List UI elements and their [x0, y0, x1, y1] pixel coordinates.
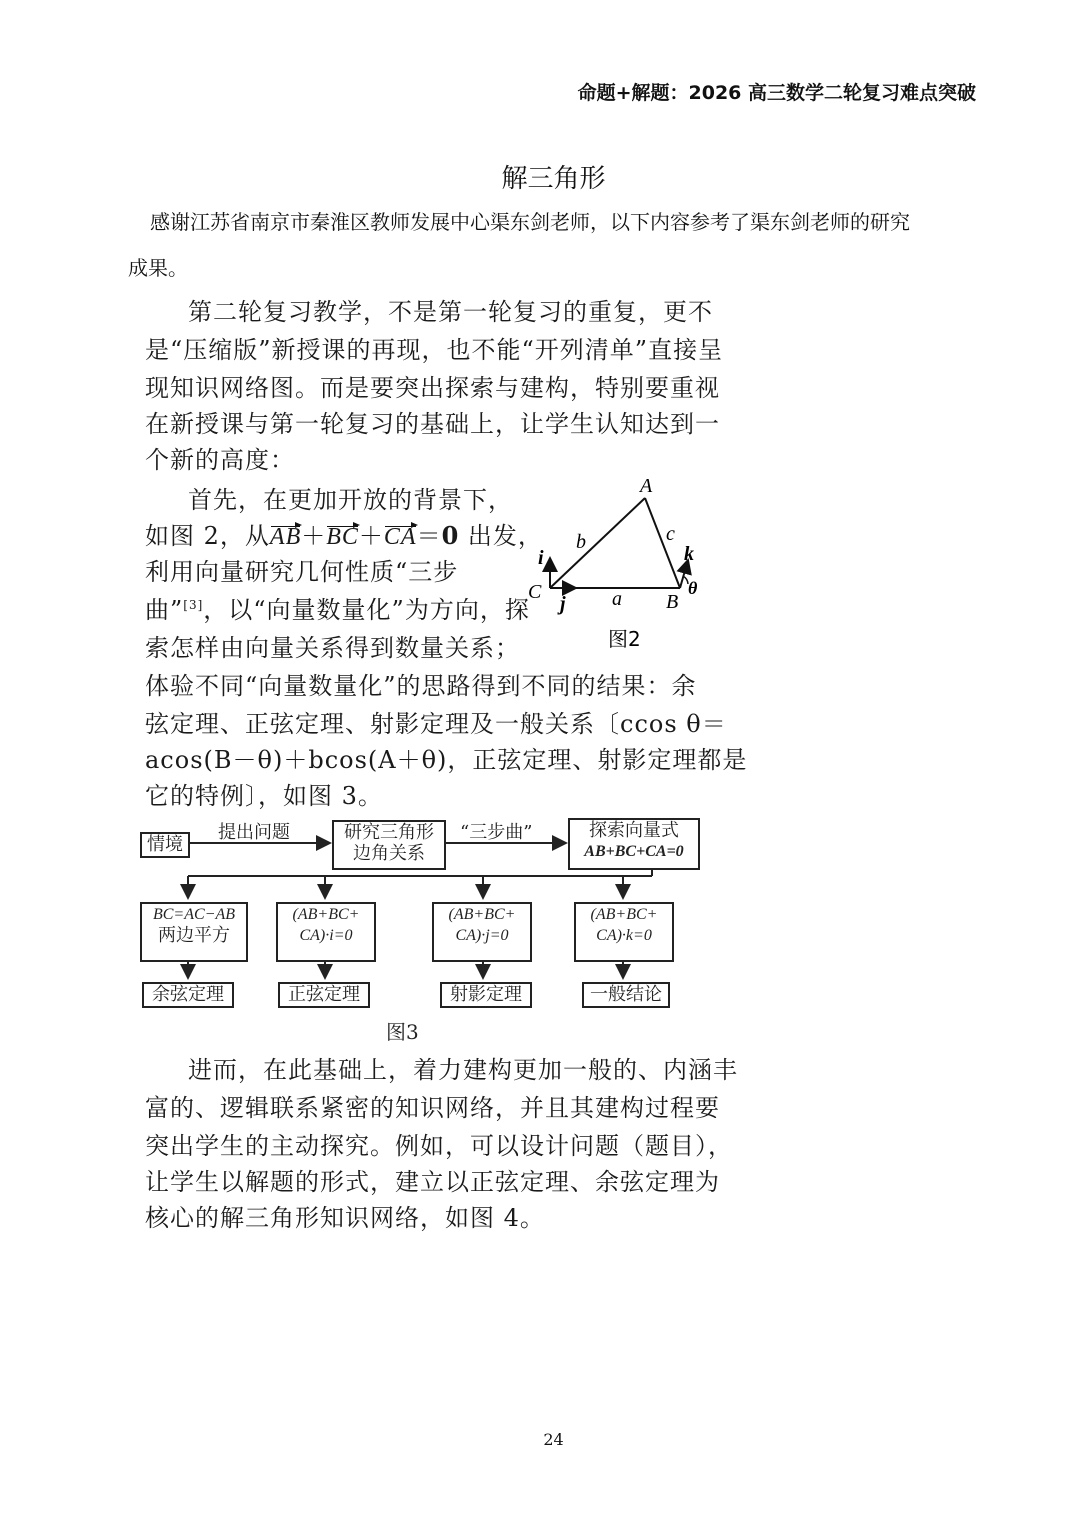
plus-sign: ＋	[358, 522, 384, 550]
box-sub-general	[574, 902, 674, 962]
box-result-general: 一般结论	[582, 982, 670, 1008]
figure-3-caption: 图3	[386, 1020, 419, 1044]
sub1-line-1: BC=AC−AB	[152, 906, 236, 923]
para1-line-2: 是“压缩版”新授课的再现，也不能“开列清单”直接呈	[145, 336, 724, 364]
box-result-cosine-law: 余弦定理	[142, 982, 234, 1008]
label-ask-question: 提出问题	[218, 822, 290, 843]
para3-line-1: 进而，在此基础上，着力建构更加一般的、内涵丰	[188, 1056, 738, 1084]
zero-vector: 0	[441, 521, 460, 550]
sub2-line-2: CA)·i=0	[299, 927, 353, 944]
sub1-line-2: 两边平方	[158, 925, 230, 946]
para3-line-2: 富的、逻辑联系紧密的知识网络，并且其建构过程要	[145, 1094, 720, 1122]
vector-label-k: k	[684, 543, 694, 565]
box-sub-projection	[432, 902, 532, 962]
angle-label-theta: θ	[688, 578, 698, 598]
para2-line-8: acos(B－θ)＋bcos(A＋θ)，正弦定理、射影定理都是	[145, 746, 748, 774]
plus-sign: ＋	[301, 522, 327, 550]
vector-ca: CA	[383, 524, 417, 550]
para1-line-3: 现知识网络图。而是要突出探索与建构，特别要重视	[145, 374, 720, 402]
para2-line-7: 弦定理、正弦定理、射影定理及一般关系〔ccos θ＝	[145, 710, 727, 738]
para2-line-4-suffix: ，以“向量数量化”为方向，探	[203, 596, 530, 624]
para2-line-6: 体验不同“向量数量化”的思路得到不同的结果：余	[145, 672, 697, 700]
para3-line-5: 核心的解三角形知识网络，如图 4。	[145, 1204, 545, 1232]
label-three-step: “三步曲”	[460, 822, 533, 843]
side-label-a: a	[612, 588, 622, 610]
para1-line-4: 在新授课与第一轮复习的基础上，让学生认知达到一	[145, 410, 720, 438]
para2-line-2	[145, 516, 543, 551]
box-result-projection-law: 射影定理	[440, 982, 532, 1008]
sub3-line-2: CA)·j=0	[455, 927, 509, 944]
figure-2-caption: 图2	[608, 627, 641, 650]
para1-line-5: 个新的高度：	[145, 446, 295, 474]
para2-line-4	[145, 590, 530, 625]
para2-line-2-suffix: 出发，	[459, 522, 543, 550]
vector-label-j: j	[560, 593, 566, 615]
figure-3-flowchart	[130, 810, 710, 1044]
para2-line-9: 它的特例〕，如图 3。	[145, 782, 383, 810]
para3-line-4: 让学生以解题的形式，建立以正弦定理、余弦定理为	[145, 1168, 720, 1196]
para1-line-1: 第二轮复习教学，不是第一轮复习的重复，更不	[188, 298, 713, 326]
triangle-side-b	[550, 498, 645, 588]
sub4-line-2: CA)·k=0	[596, 927, 652, 944]
para3-line-3: 突出学生的主动探究。例如，可以设计问题（题目），	[145, 1132, 733, 1160]
page-title: 解三角形	[501, 164, 606, 194]
intro-line-1: 感谢江苏省南京市秦淮区教师发展中心渠东剑老师，以下内容参考了渠东剑老师的研究	[150, 210, 910, 234]
box-study-line-2: 边角关系	[353, 843, 425, 864]
side-label-b: b	[576, 531, 586, 553]
para2-line-2-prefix: 如图 2，从	[145, 522, 270, 550]
box-result-sine-law: 正弦定理	[278, 982, 370, 1008]
para2-line-3: 利用向量研究几何性质“三步	[145, 558, 459, 586]
running-header: 命题+解题：2026 高三数学二轮复习难点突破	[577, 82, 976, 104]
vector-bc: BC	[326, 524, 359, 550]
page-number: 24	[543, 1430, 564, 1449]
para2-line-5: 索怎样由向量关系得到数量关系；	[145, 634, 520, 662]
para2-line-4-prefix: 曲”	[145, 596, 184, 624]
box-explore-line-2: AB+BC+CA=0	[584, 843, 684, 860]
box-study-triangle	[332, 820, 446, 870]
box-explore-vector	[568, 818, 700, 870]
vector-label-i: i	[538, 547, 544, 569]
sub2-line-1: (AB+BC+	[292, 906, 360, 923]
box-situation: 情境	[140, 832, 190, 858]
vertex-c: C	[528, 581, 542, 603]
box-sub-sine	[276, 902, 376, 962]
box-study-line-1: 研究三角形	[344, 822, 434, 843]
para2-line-1: 首先，在更加开放的背景下，	[188, 486, 513, 514]
intro-line-2: 成果。	[128, 256, 188, 280]
vector-ab: AB	[269, 524, 302, 550]
sub4-line-1: (AB+BC+	[590, 906, 658, 923]
box-explore-line-1: 探索向量式	[589, 820, 679, 841]
box-sub-cosine	[140, 902, 248, 962]
citation-ref: [3]	[183, 598, 204, 612]
figure-2-triangle	[520, 470, 720, 650]
sub3-line-1: (AB+BC+	[448, 906, 516, 923]
vertex-b: B	[666, 591, 679, 613]
side-label-c: c	[666, 523, 675, 545]
equals-sign: ＝	[416, 522, 442, 550]
vertex-a: A	[640, 475, 653, 497]
